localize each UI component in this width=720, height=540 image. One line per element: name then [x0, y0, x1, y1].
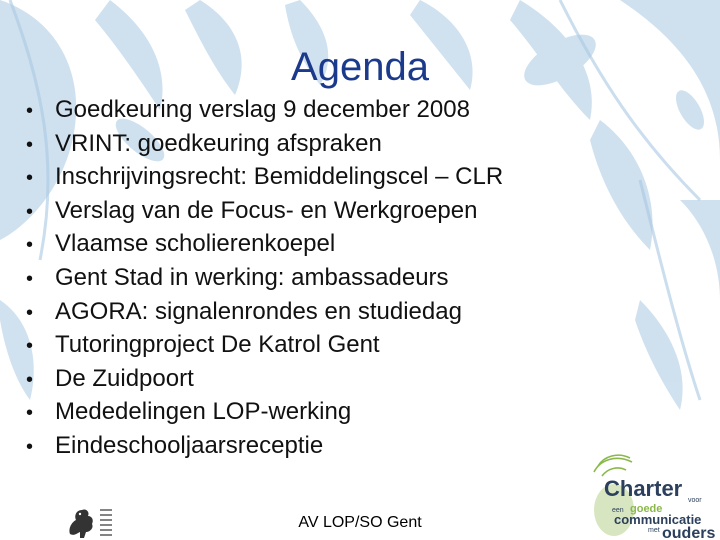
- agenda-item-text: Goedkeuring verslag 9 december 2008: [55, 96, 470, 123]
- agenda-item: [26, 261, 503, 295]
- charter-een: een: [612, 507, 624, 514]
- bullet: •: [26, 133, 34, 156]
- agenda-item: [26, 295, 503, 329]
- agenda-item: [26, 160, 503, 194]
- charter-ouders: ouders: [662, 525, 716, 540]
- agenda-item-text: VRINT: goedkeuring afspraken: [55, 129, 382, 157]
- charter-word: Charter: [604, 476, 683, 501]
- agenda-item: [26, 194, 503, 228]
- agenda-list: [26, 93, 503, 463]
- agenda-item-text: AGORA: signalenrondes en studiedag: [55, 297, 462, 325]
- bullet: •: [26, 402, 34, 425]
- agenda-item-text: Inschrijvingsrecht: Bemiddelingscel – CLR: [55, 163, 504, 191]
- agenda-item: [26, 93, 503, 127]
- charter-communicatie-logo: [590, 452, 720, 540]
- bullet: •: [26, 100, 34, 122]
- charter-goede: goede: [630, 503, 663, 515]
- agenda-item-text: Verslag van de Focus- en Werkgroepen: [55, 196, 478, 224]
- bullet: •: [26, 301, 34, 324]
- agenda-item-text: Eindeschooljaarsreceptie: [55, 431, 324, 459]
- bullet: •: [26, 167, 34, 190]
- charter-communicatie: communicatie: [614, 512, 702, 527]
- bullet: •: [26, 200, 34, 223]
- agenda-item-text: Tutoringproject De Katrol Gent: [55, 331, 380, 359]
- bullet: •: [26, 267, 34, 290]
- bullet: •: [26, 335, 34, 358]
- agenda-item-text: Vlaamse scholierenkoepel: [55, 230, 336, 258]
- agenda-item-text: De Zuidpoort: [55, 364, 194, 392]
- slide-footer: AV LOP/SO Gent: [298, 514, 422, 531]
- agenda-item: [26, 362, 503, 396]
- slide-title: [0, 42, 720, 92]
- bullet: •: [26, 435, 34, 458]
- slide-title-text: Agenda: [291, 45, 429, 89]
- agenda-item: [26, 328, 503, 362]
- agenda-item-text: Gent Stad in werking: ambassadeurs: [55, 263, 449, 291]
- agenda-item: [26, 227, 503, 261]
- charter-met: met: [648, 527, 660, 534]
- bullet: •: [26, 368, 34, 391]
- agenda-item-text: Mededelingen LOP-werking: [55, 398, 352, 426]
- bullet: •: [26, 234, 34, 257]
- charter-voor: voor: [688, 497, 702, 504]
- agenda-item: [26, 127, 503, 161]
- agenda-item: [26, 395, 503, 429]
- agenda-item: [26, 429, 503, 463]
